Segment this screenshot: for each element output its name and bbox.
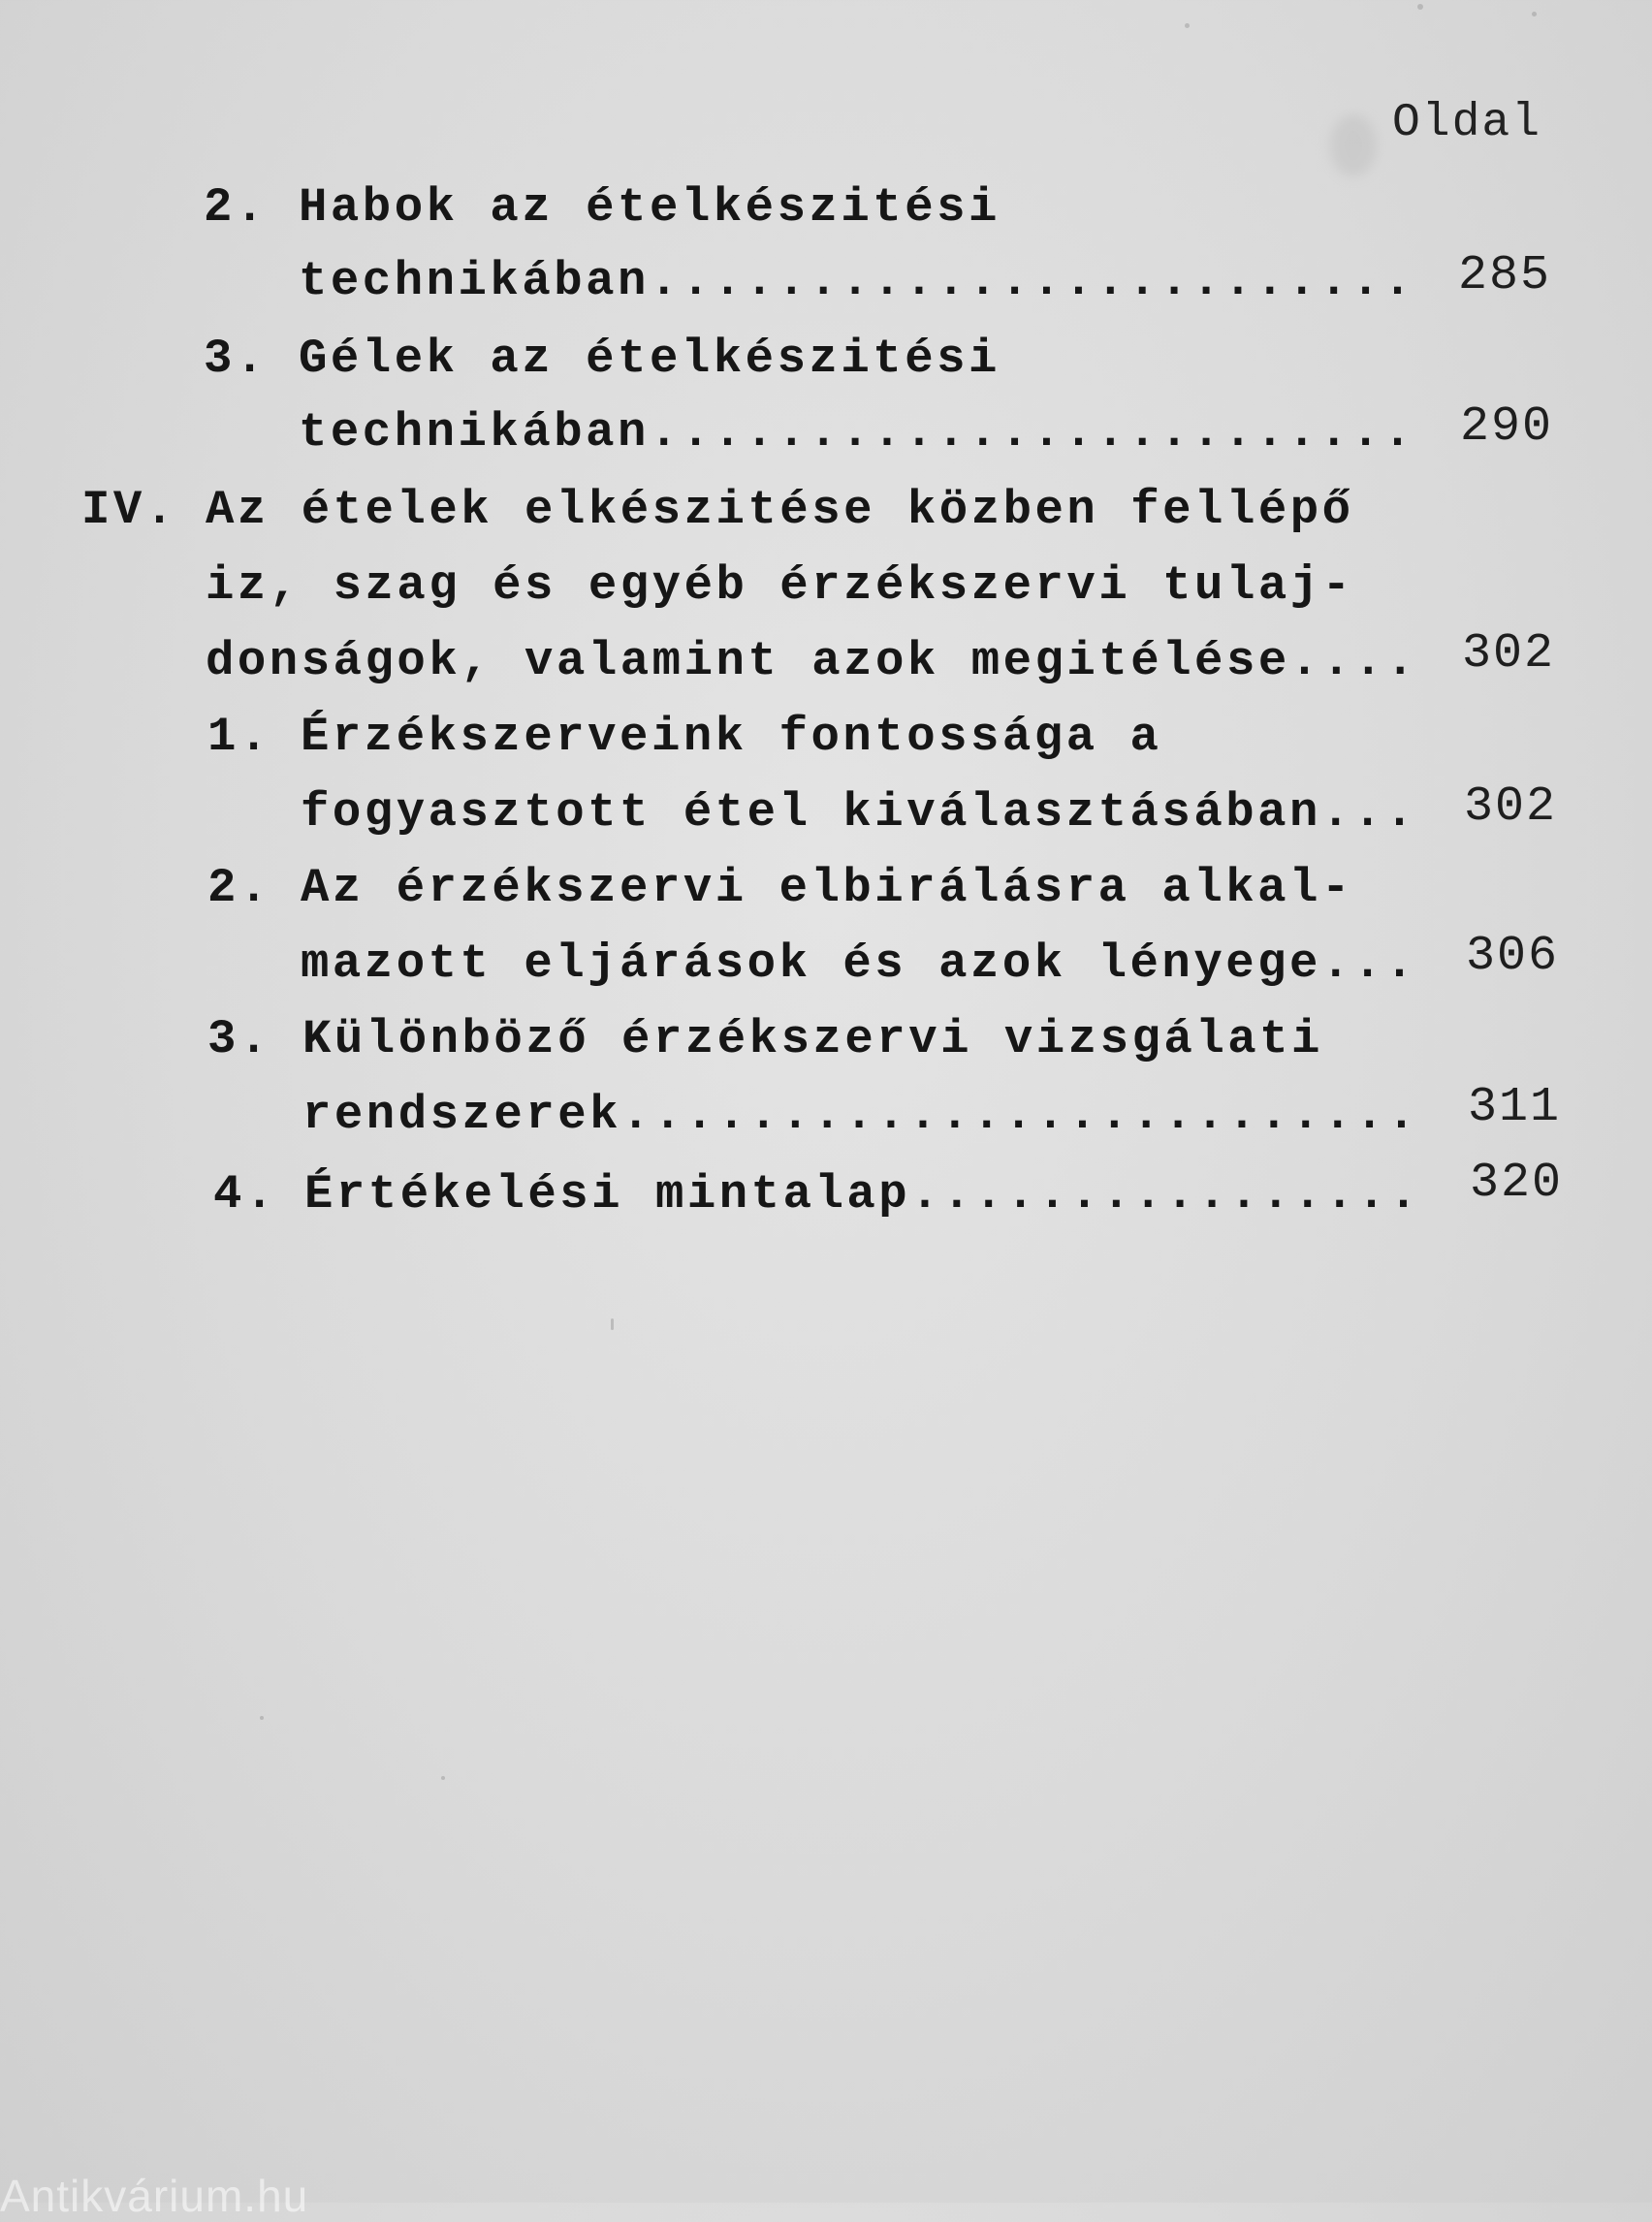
toc-entry-page: 285 [1458,248,1552,303]
toc-entry-line: rendszerek......................... [302,1088,1419,1142]
page-column-header: Oldal [1392,97,1542,149]
toc-entry-page: 290 [1460,399,1554,455]
paper-speck [1417,4,1423,10]
paper-smudge [1330,114,1377,176]
toc-entry-number: 2. [204,180,268,235]
toc-entry-number: 4. [213,1167,277,1222]
toc-entry-line: Gélek az ételkészitési [299,332,1001,386]
toc-entry-line: Az érzékszervi elbirálásra alkal- [301,861,1353,915]
toc-entry-number: IV. [81,483,177,537]
watermark-text: Antikvárium.hu [0,2171,309,2221]
toc-entry-line: technikában........................ [299,254,1415,308]
toc-entry-line: fogyasztott étel kiválasztásában... [301,785,1417,840]
toc-entry-line: donságok, valamint azok megitélése.... [206,634,1418,688]
toc-entry-page: 320 [1470,1156,1564,1211]
toc-entry-line: technikában........................ [299,405,1415,460]
toc-entry-page: 306 [1466,929,1560,984]
toc-entry-line: Különböző érzékszervi vizsgálati [302,1012,1323,1066]
toc-entry-number: 3. [207,1012,271,1066]
toc-entry-line: mazott eljárások és azok lényege... [301,936,1417,991]
paper-speck [1532,12,1537,16]
toc-entry-line: Értékelési mintalap................ [304,1167,1421,1222]
toc-entry-page: 302 [1462,626,1556,682]
toc-entry-line: Az ételek elkészitése közben fellépő [206,483,1354,537]
paper-speck [1185,23,1190,28]
toc-entry-page: 302 [1464,779,1558,835]
paper-speck [611,1318,614,1330]
toc-entry-page: 311 [1468,1080,1562,1135]
toc-entry-number: 3. [204,332,268,386]
toc-entry-number: 1. [207,710,271,764]
paper-speck [441,1776,445,1780]
toc-entry-line: Érzékszerveink fontossága a [301,710,1162,764]
paper-speck [260,1716,264,1720]
toc-entry-line: Habok az ételkészitési [299,180,1001,235]
toc-entry-number: 2. [207,861,271,915]
toc-entry-line: iz, szag és egyéb érzékszervi tulaj- [206,558,1354,613]
